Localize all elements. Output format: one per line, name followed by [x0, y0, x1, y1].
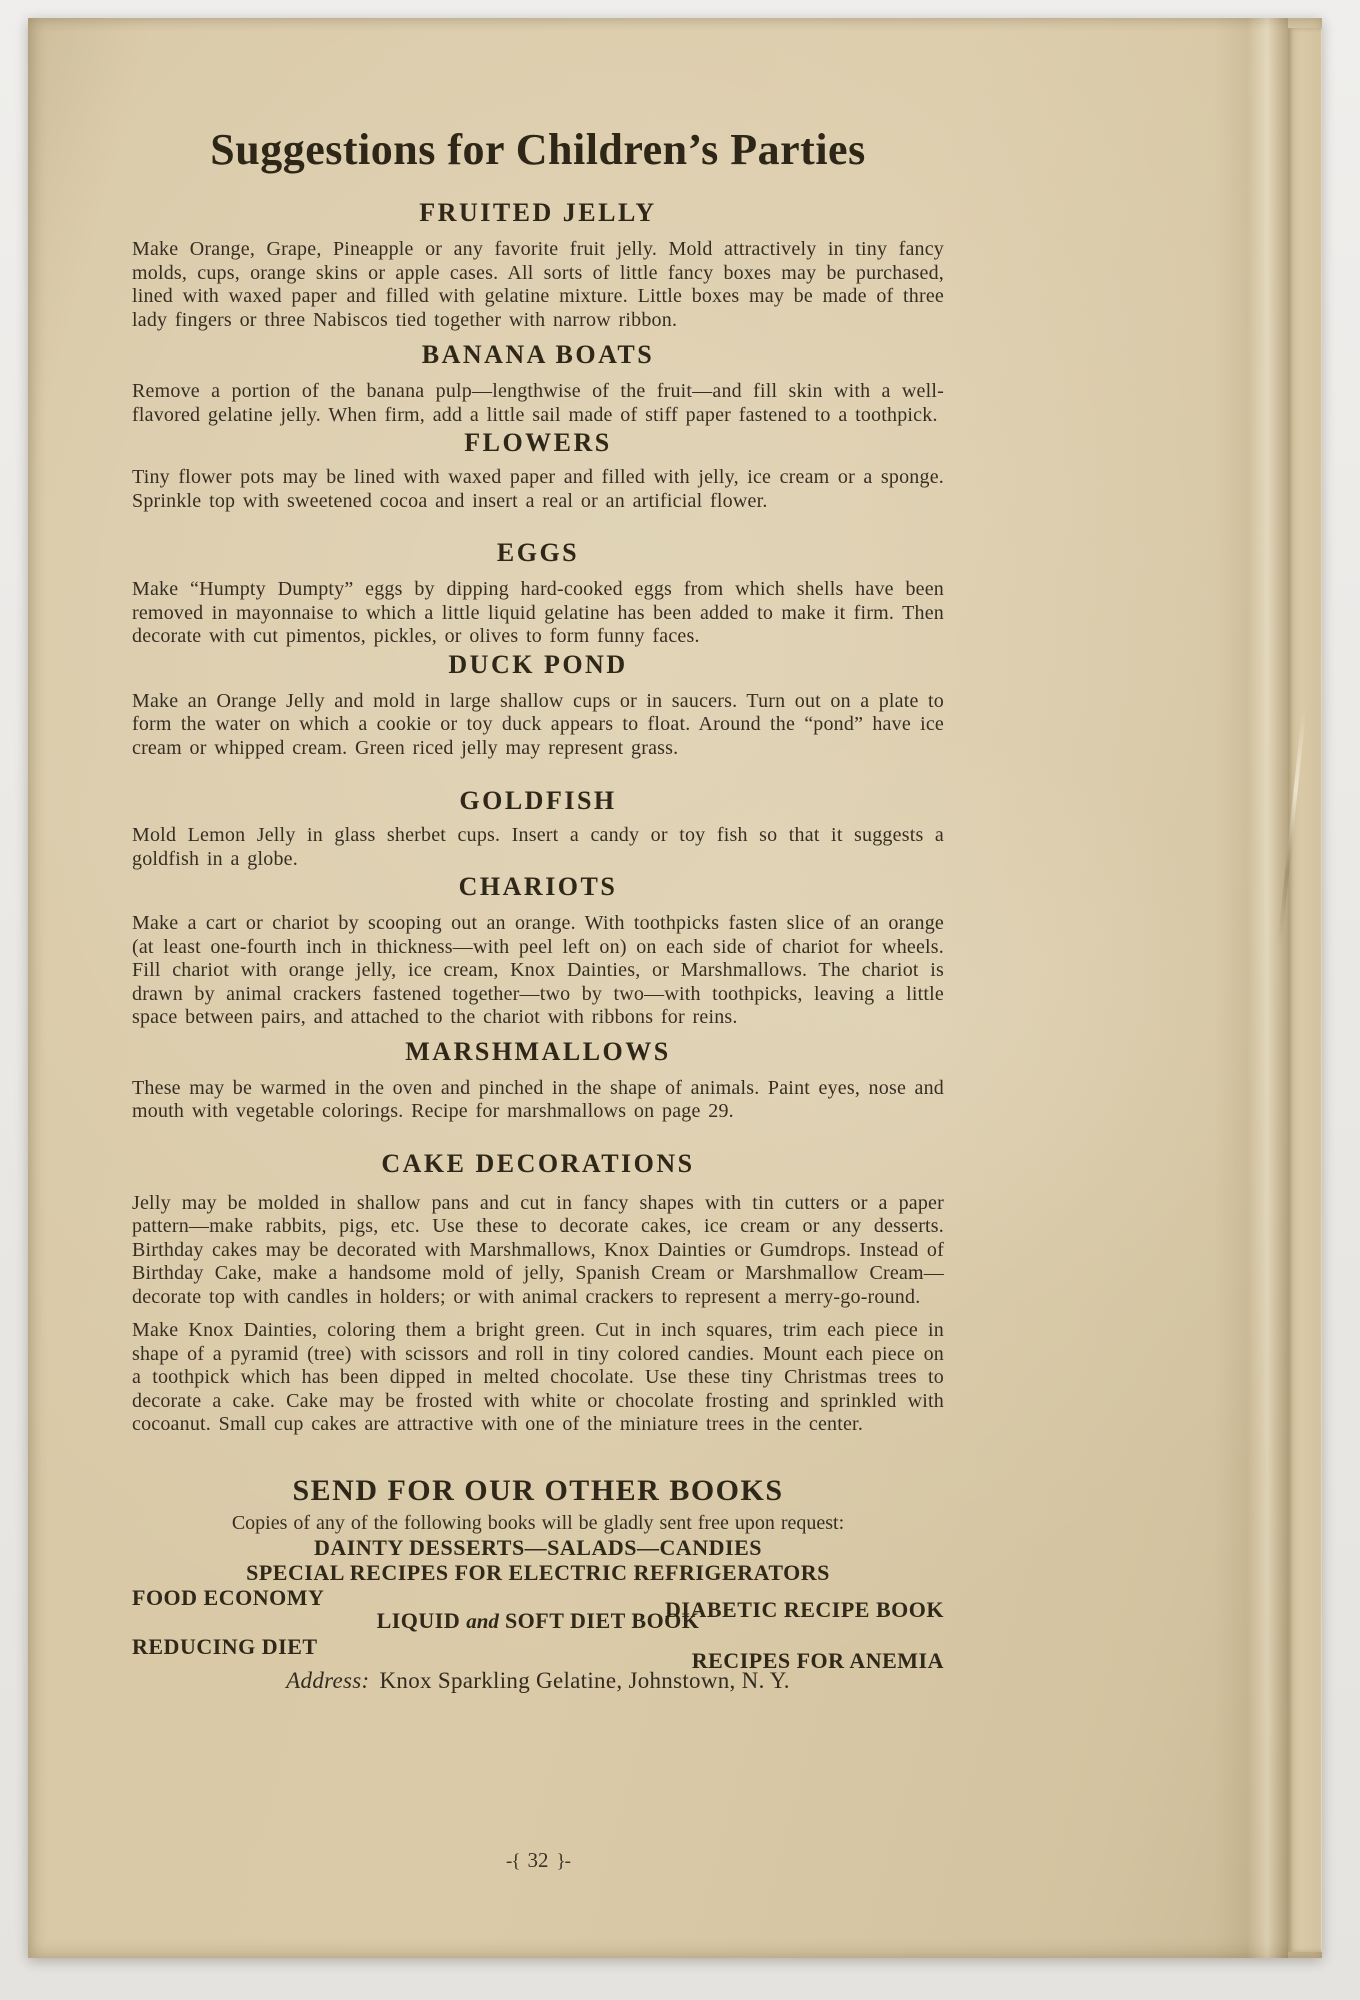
section-heading: MARSHMALLOWS	[405, 1036, 671, 1066]
book-title: SPECIAL RECIPES FOR ELECTRIC REFRIGERATORS	[246, 1559, 830, 1585]
book-title-line	[132, 1535, 944, 1560]
section-eggs	[132, 538, 944, 649]
book-title: FOOD ECONOMY	[132, 1584, 325, 1610]
page-content	[132, 18, 944, 1958]
book-title: DIABETIC RECIPE BOOK	[665, 1596, 944, 1622]
page-title: Suggestions for Children’s Parties	[210, 125, 866, 174]
promo-section	[132, 1474, 944, 1695]
section-paragraph: Jelly may be molded in shallow pans and cut in fancy shapes with tin cutters or a paper pattern—make rabbits, pigs, etc. Use these to decorate cakes, ice cream or any desserts. Birthday cakes may be decorated with Marshmallows, Knox Dainties or Gumdrops. Instead of Birthday Cake, make a handsome mold of jelly, Spanish Cream or Marshmallow Cream—decorate top with candles in holders; or with animal crackers to represent a merry-go-round.	[132, 1191, 944, 1308]
address-label: Address:	[286, 1667, 370, 1693]
section-flowers	[132, 428, 944, 513]
section-heading: CHARIOTS	[458, 872, 618, 901]
section-paragraph: Mold Lemon Jelly in glass sherbet cups. Insert a candy or toy fish so that it suggests a goldfish in a globe.	[132, 824, 944, 870]
section-paragraph: These may be warmed in the oven and pinched in the shape of animals. Paint eyes, nose and mouth with vegetable colorings. Recipe for marshmallows on page 29.	[132, 1076, 944, 1122]
section-heading: FRUITED JELLY	[419, 198, 657, 227]
page-fold-edge	[1288, 28, 1322, 1952]
section-marshmallows	[132, 1037, 944, 1124]
section-heading: EGGS	[496, 538, 580, 567]
book-title: SOFT DIET BOOK	[504, 1607, 700, 1633]
page-number-ornament-left: -{	[506, 1851, 520, 1872]
section-paragraph: Tiny flower pots may be lined with waxed paper and filled with jelly, ice cream or a sponge. Sprinkle top with sweetened cocoa and insert a real or an artificial flower.	[132, 466, 944, 512]
promo-intro: Copies of any of the following books will be gladly sent free upon request:	[231, 1511, 845, 1534]
book-title-line	[132, 1560, 944, 1585]
book-title: LIQUID	[376, 1607, 461, 1633]
book-title: DAINTY DESSERTS—SALADS—CANDIES	[313, 1534, 763, 1560]
section-fruited-jelly	[132, 198, 944, 332]
promo-heading: SEND FOR OUR OTHER BOOKS	[292, 1473, 784, 1507]
section-duck-pond	[132, 650, 944, 761]
section-goldfish	[132, 786, 944, 871]
section-heading: GOLDFISH	[459, 786, 617, 815]
section-paragraph: Remove a portion of the banana pulp—lengthwise of the fruit—and fill skin with a well-flavored gelatine jelly. When firm, add a little sail made of stiff paper fastened to a toothpick.	[132, 380, 944, 426]
section-banana-boats	[132, 340, 944, 427]
section-paragraph: Make Orange, Grape, Pineapple or any favorite fruit jelly. Mold attractively in tiny fancy molds, cups, orange skins or apple cases. All sorts of little fancy boxes may be purchased, lined with waxed paper and filled with gelatine mixture. Little boxes may be made of three lady fingers or three Nabiscos tied together with narrow ribbon.	[132, 238, 944, 331]
section-heading: FLOWERS	[464, 428, 612, 457]
book-title-line	[132, 1633, 944, 1673]
section-paragraph: Make Knox Dainties, coloring them a bright green. Cut in inch squares, trim each piece in shape of a pyramid (tree) with scissors and roll in tiny colored candies. Mount each piece on a toothpick which has been dipped in melted chocolate. Use these tiny Christmas trees to decorate a cake. Cake may be frosted with white or chocolate frosting and sprinkled with cocoanut. Small cup cakes are attractive with one of the miniature trees in the center.	[132, 1319, 944, 1435]
section-paragraph: Make an Orange Jelly and mold in large shallow cups or in saucers. Turn out on a plate to form the water on which a cookie or toy duck appears to float. Around the “pond” have ice cream or whipped cream. Green riced jelly may represent grass.	[132, 689, 944, 759]
address-value: Knox Sparkling Gelatine, Johnstown, N. Y.	[379, 1667, 790, 1693]
page-number-ornament-right: }-	[556, 1851, 570, 1872]
book-title-and: and	[466, 1608, 499, 1633]
booklet-page	[28, 18, 1322, 1958]
page-number	[132, 1848, 944, 1874]
section-heading: CAKE DECORATIONS	[381, 1148, 695, 1178]
section-paragraph: Make “Humpty Dumpty” eggs by dipping hard-cooked eggs from which shells have been removed in mayonnaise to which a little liquid gelatine has been added to make it firm. Then decorate with cut pimentos, pickles, or olives to form funny faces.	[132, 578, 944, 647]
section-paragraph: Make a cart or chariot by scooping out an orange. With toothpicks fasten slice of an orange (at least one-fourth inch in thickness—with peel left on) on each side of chariot for wheels. Fill chariot with orange jelly, ice cream, Knox Dainties, or Marshmallows. The chariot is drawn by animal crackers fastened together—two by two—with toothpicks, leaving a little space between pairs, and attached to the chariot with ribbons for reins.	[132, 912, 944, 1028]
section-cake-decorations	[132, 1149, 944, 1437]
book-title: REDUCING DIET	[132, 1633, 318, 1659]
section-chariots	[132, 872, 944, 1030]
section-heading: BANANA BOATS	[421, 340, 655, 369]
book-title: RECIPES FOR ANEMIA	[691, 1647, 944, 1673]
page-number-value: 32	[527, 1848, 549, 1872]
section-heading: DUCK POND	[448, 649, 628, 679]
